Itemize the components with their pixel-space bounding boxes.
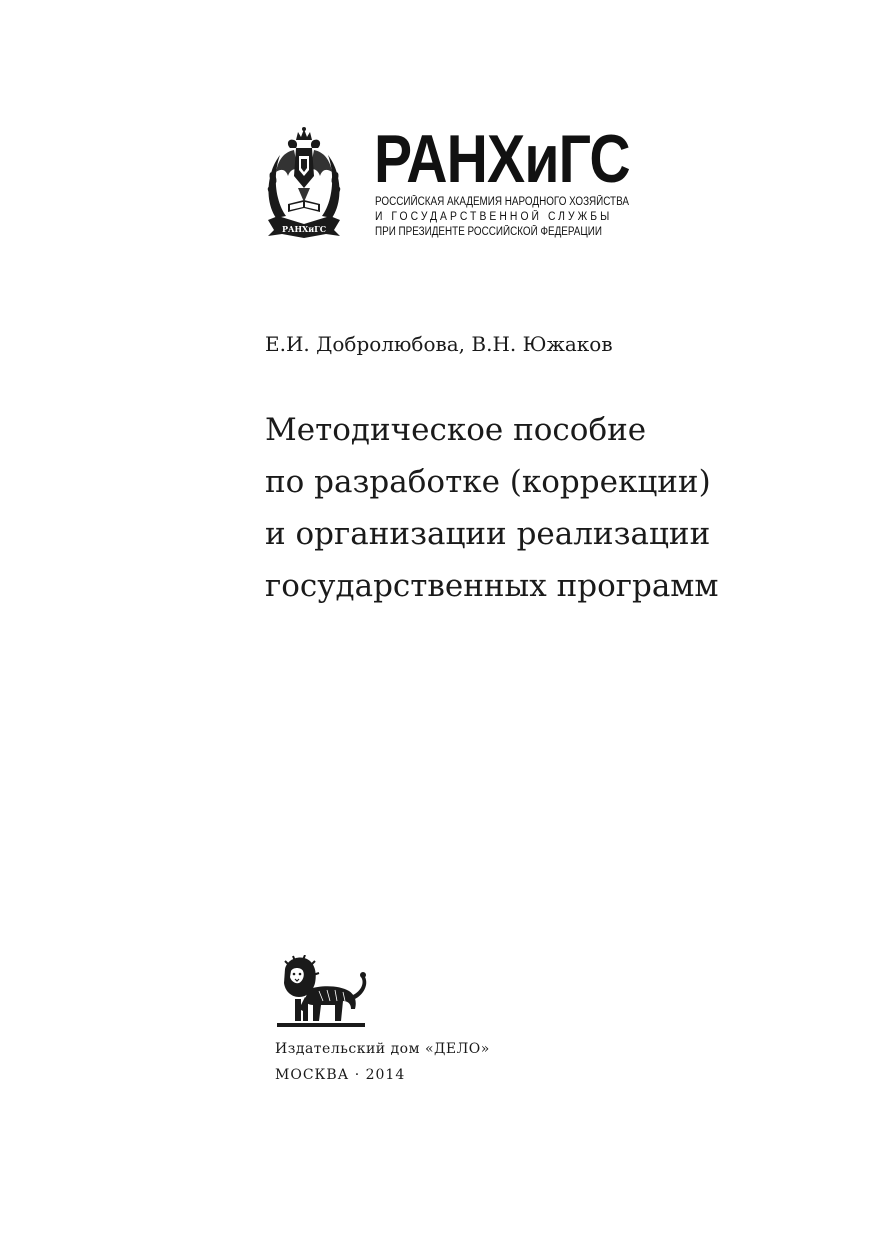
book-title-line-4: государственных программ <box>265 568 719 604</box>
organization-name-line-3: ПРИ ПРЕЗИДЕНТЕ РОССИЙСКОЙ ФЕДЕРАЦИИ <box>375 226 602 238</box>
publisher-name: Издательский дом «ДЕЛО» <box>275 1041 490 1057</box>
organization-name-line-1: РОССИЙСКАЯ АКАДЕМИЯ НАРОДНОГО ХОЗЯЙСТВА <box>375 196 629 208</box>
double-headed-eagle-emblem-icon <box>264 126 344 240</box>
organization-abbreviation: РАНХиГС <box>374 121 630 197</box>
book-title-line-3: и организации реализации <box>265 516 711 552</box>
book-title-line-1: Методическое пособие <box>265 412 647 448</box>
organization-logo <box>264 121 634 242</box>
book-title-line-2: по разработке (коррекции) <box>265 464 711 500</box>
emblem-ribbon-text: РАНХиГС <box>281 224 327 234</box>
authors: Е.И. Добролюбова, В.Н. Южаков <box>265 332 613 356</box>
publisher-city-year: МОСКВА · 2014 <box>275 1067 406 1083</box>
organization-name-line-2: И ГОСУДАРСТВЕННОЙ СЛУЖБЫ <box>375 211 613 223</box>
book-title <box>265 404 719 612</box>
lion-icon <box>275 955 371 1029</box>
